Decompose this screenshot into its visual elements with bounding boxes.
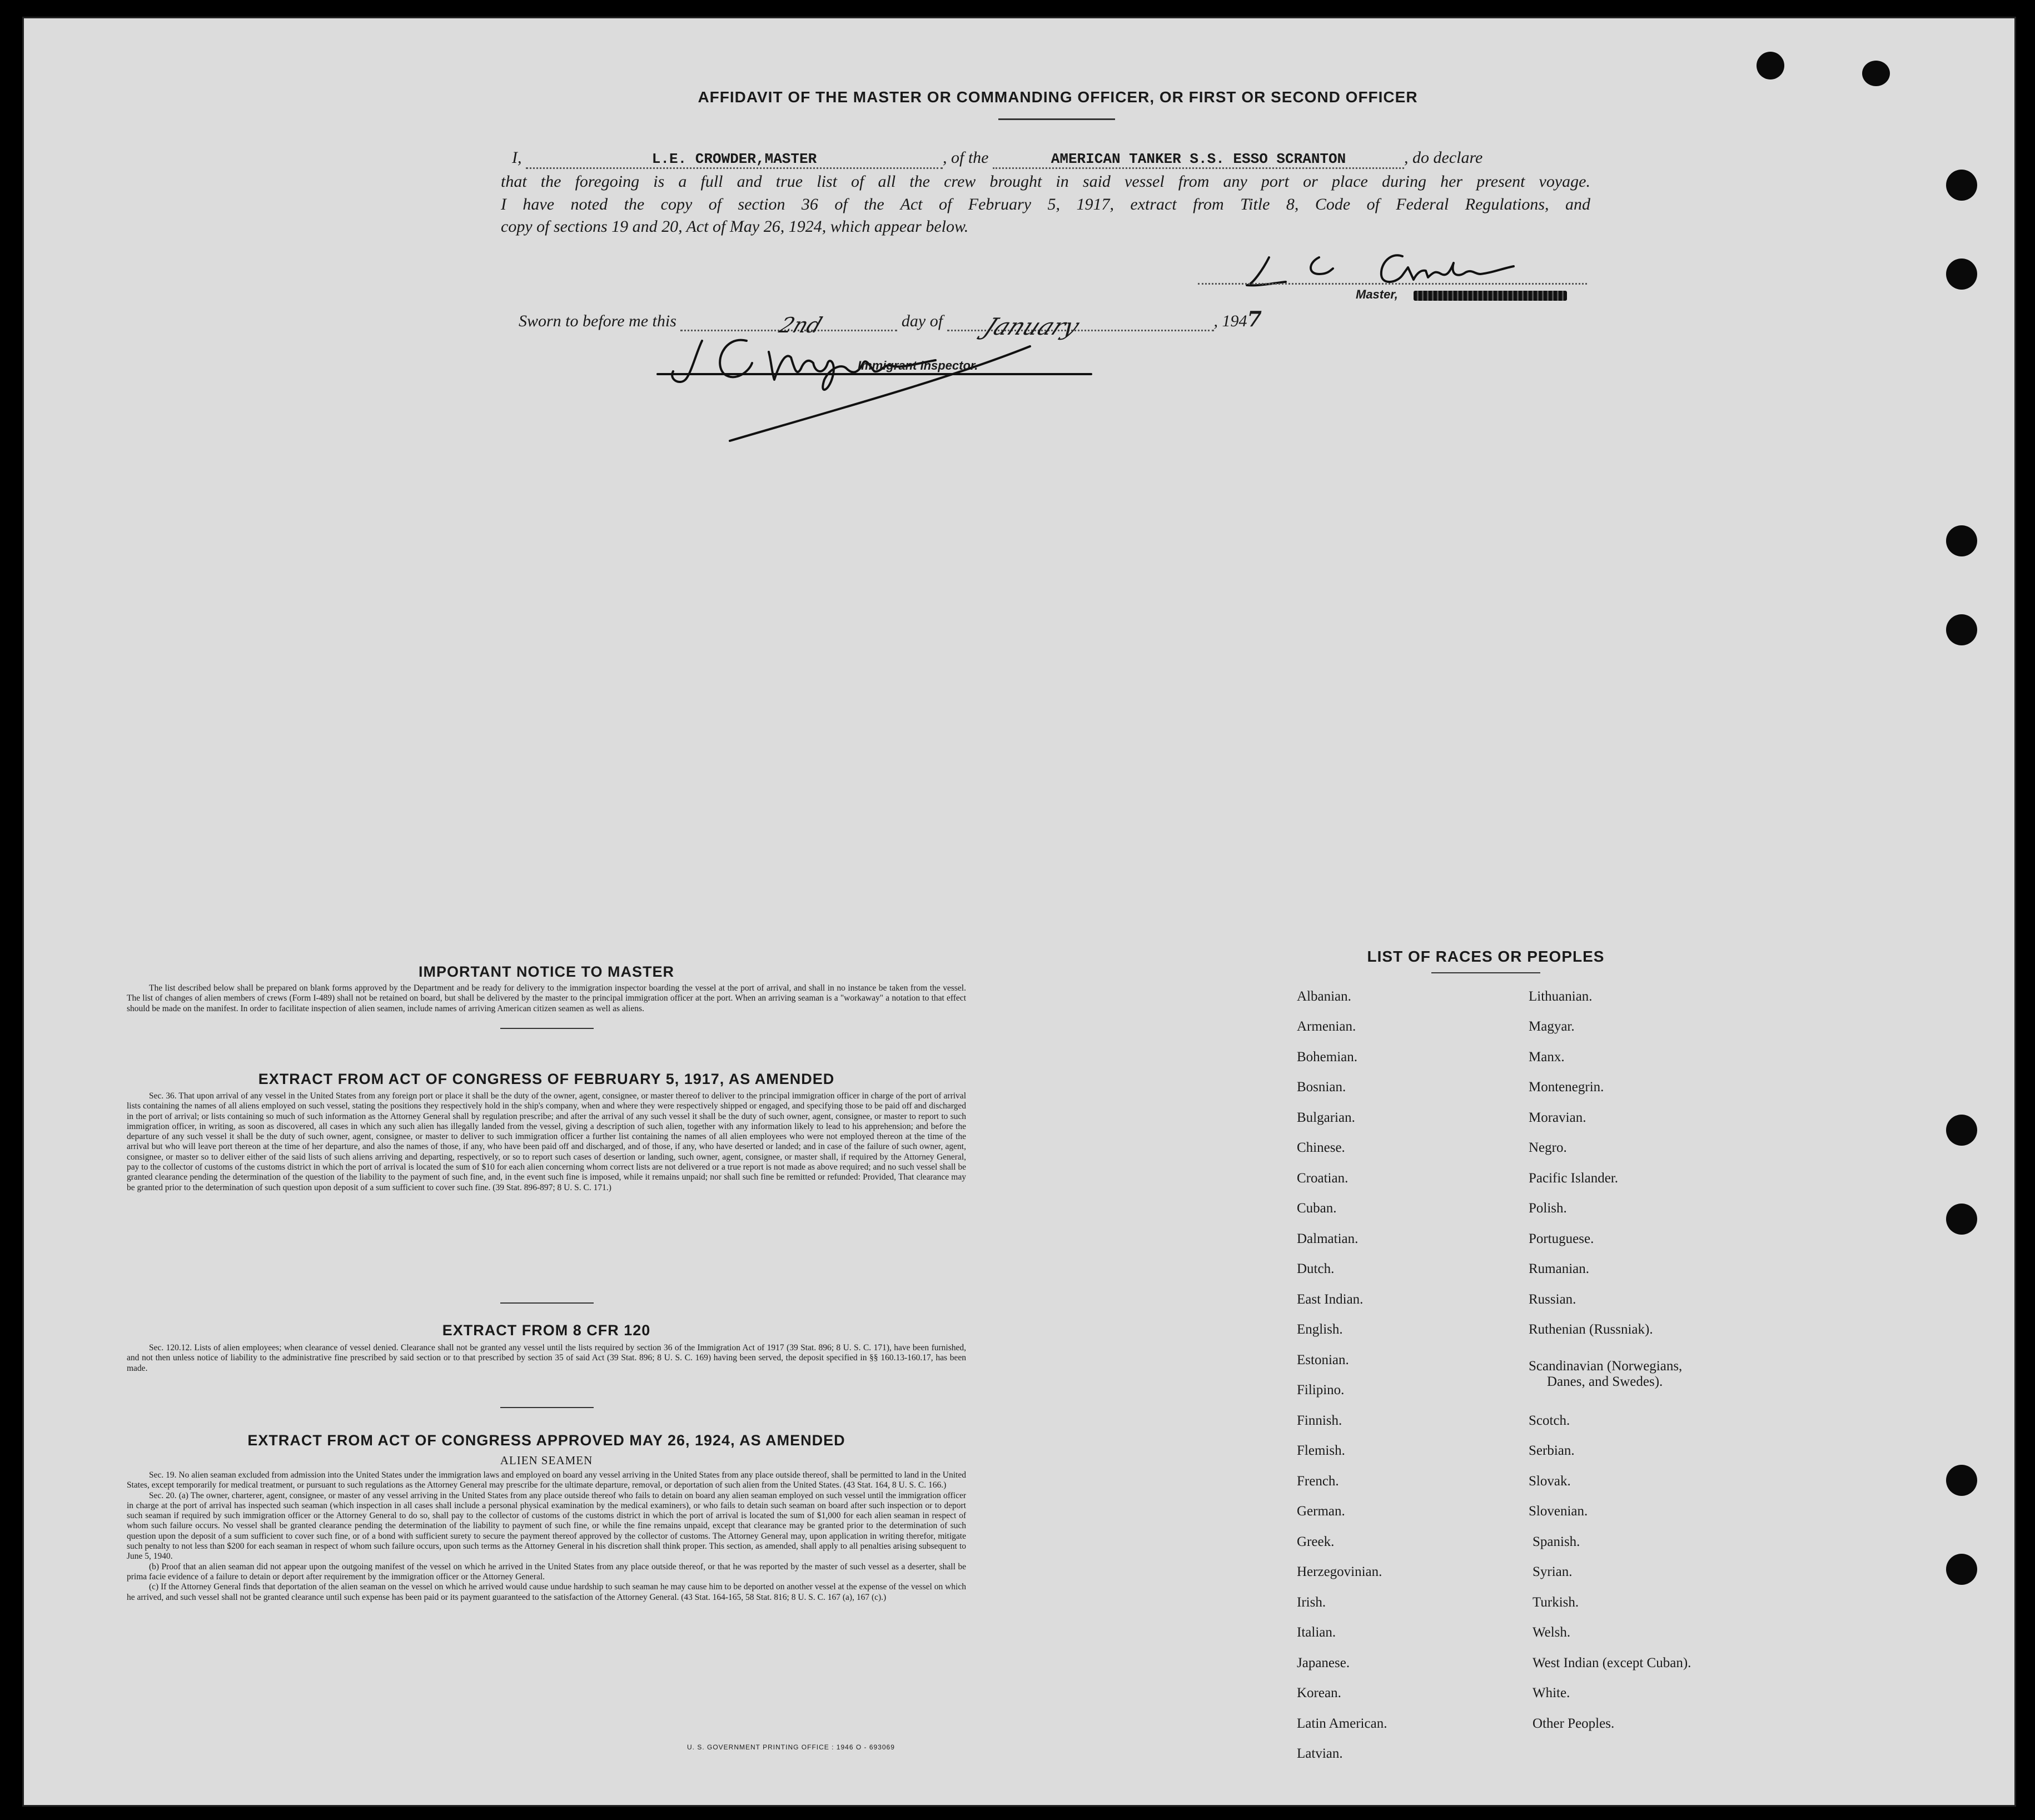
- binder-hole: [1946, 1554, 1977, 1585]
- race-item: Russian.: [1529, 1292, 1576, 1307]
- extract-1924-text: [127, 1470, 966, 1603]
- binder-hole: [1946, 1115, 1977, 1146]
- declarant-name-field: [526, 148, 943, 169]
- race-item: East Indian.: [1297, 1292, 1364, 1307]
- race-item: English.: [1297, 1322, 1343, 1337]
- race-item: Slovenian.: [1529, 1504, 1588, 1519]
- notice-title: IMPORTANT NOTICE TO MASTER: [419, 963, 674, 980]
- sworn-prefix: Sworn to before me this: [519, 312, 676, 330]
- declaration-line-4: copy of sections 19 and 20, Act of May 26, 1924, which appear below.: [501, 217, 969, 236]
- section-120-12-paragraph: Sec. 120.12. Lists of alien employees; when clearance of vessel denied. Clearance shall not be granted any vessel until the lists required by section 36 of the Immigration Act of 1917 (39 Stat. 896; 8 U. S. C. 171), have been furnished, and not then unless notice of liability to the administrative fine prescribed by said section or to that prescribed by section 35 of said Act (39 Stat. 896; 8 U. S. C. 169) having been served, the deposit specified in §§ 160.13-160.17, has been made.: [127, 1343, 966, 1373]
- binder-hole: [1862, 61, 1890, 86]
- binder-hole: [1946, 525, 1977, 556]
- declaration-line-3: I have noted the copy of section 36 of the Act of February 5, 1917, extract from Title 8, Code of Federal Regulations, and: [501, 195, 1590, 213]
- race-item: Latin American.: [1297, 1716, 1387, 1731]
- document-sheet: [22, 17, 2016, 1807]
- race-item: Irish.: [1297, 1595, 1326, 1610]
- race-item: French.: [1297, 1474, 1339, 1489]
- day-of-text: day of: [901, 312, 943, 330]
- race-item: Herzegovinian.: [1297, 1564, 1382, 1579]
- race-item: Albanian.: [1297, 989, 1351, 1004]
- race-item: Slovak.: [1529, 1474, 1571, 1489]
- sworn-day-handwriting: 2nd: [776, 313, 826, 337]
- race-item: Latvian.: [1297, 1746, 1343, 1761]
- binder-hole: [1946, 1465, 1977, 1496]
- race-item: Pacific Islander.: [1529, 1171, 1619, 1186]
- year-digit-handwriting: 7: [1247, 306, 1262, 331]
- race-item: Polish.: [1529, 1201, 1567, 1216]
- race-item: Finnish.: [1297, 1413, 1342, 1428]
- section-divider: [500, 1028, 594, 1029]
- race-item: Scotch.: [1529, 1413, 1570, 1428]
- race-item: Magyar.: [1529, 1019, 1575, 1034]
- do-declare-text: , do declare: [1404, 148, 1483, 167]
- race-item: Portuguese.: [1529, 1231, 1594, 1246]
- race-item: Japanese.: [1297, 1655, 1350, 1670]
- section-divider: [500, 1407, 594, 1408]
- race-item: Manx.: [1529, 1050, 1565, 1065]
- race-item: White.: [1533, 1685, 1570, 1700]
- race-item: Italian.: [1297, 1625, 1336, 1640]
- extract-1924-title: EXTRACT FROM ACT OF CONGRESS APPROVED MAY 26, 1924, AS AMENDED: [247, 1432, 845, 1449]
- master-signature-line: [1198, 283, 1587, 285]
- inspector-label: Immigrant Inspector.: [858, 359, 978, 372]
- race-item: Ruthenian (Russniak).: [1529, 1322, 1653, 1337]
- race-item: Korean.: [1297, 1685, 1341, 1700]
- struck-officer-title: [1414, 291, 1567, 301]
- race-item: Danes, and Swedes).: [1547, 1374, 1663, 1389]
- race-item: Dutch.: [1297, 1261, 1335, 1276]
- race-item: Dalmatian.: [1297, 1231, 1359, 1246]
- race-item: Estonian.: [1297, 1352, 1349, 1368]
- races-title-underline: [1431, 972, 1540, 973]
- inspector-signature: [658, 330, 1047, 441]
- race-item: Turkish.: [1533, 1595, 1579, 1610]
- declaration-line-1: [512, 148, 1590, 169]
- affidavit-title: AFFIDAVIT OF THE MASTER OR COMMANDING OFFICER, OR FIRST OR SECOND OFFICER: [698, 88, 1418, 106]
- race-item: Spanish.: [1533, 1534, 1580, 1549]
- race-item: Bosnian.: [1297, 1080, 1346, 1095]
- race-item: Montenegrin.: [1529, 1080, 1604, 1095]
- race-item: Filipino.: [1297, 1383, 1345, 1398]
- binder-hole: [1946, 258, 1977, 290]
- sworn-line: [519, 306, 1262, 340]
- races-title: LIST OF RACES OR PEOPLES: [1367, 948, 1605, 965]
- race-item: German.: [1297, 1504, 1345, 1519]
- race-item: Greek.: [1297, 1534, 1335, 1549]
- race-item: Other Peoples.: [1533, 1716, 1615, 1731]
- of-the-text: , of the: [943, 148, 989, 167]
- cfr-text: [127, 1343, 966, 1374]
- race-item: Scandinavian (Norwegians,: [1529, 1359, 1683, 1374]
- cfr-title: EXTRACT FROM 8 CFR 120: [442, 1322, 651, 1339]
- race-item: Syrian.: [1533, 1564, 1573, 1579]
- declarant-name: L.E. CROWDER,MASTER: [651, 151, 817, 167]
- race-item: Rumanian.: [1529, 1261, 1590, 1276]
- race-item: Flemish.: [1297, 1443, 1345, 1458]
- title-underline: [998, 118, 1115, 120]
- race-item: West Indian (except Cuban).: [1533, 1655, 1691, 1670]
- vessel-name-field: [993, 148, 1404, 169]
- declaration-prefix: I,: [512, 148, 522, 167]
- year-prefix: , 194: [1213, 312, 1247, 330]
- binder-hole: [1757, 52, 1784, 79]
- binder-hole: [1946, 614, 1977, 645]
- race-item: Serbian.: [1529, 1443, 1575, 1458]
- extract-1917-text: [127, 1091, 966, 1193]
- section-20a-paragraph: Sec. 20. (a) The owner, charterer, agent, consignee, or master of any vessel arriving in the United States from any place outside thereof who fails to detain on board any alien seaman employed on such vessel until the immigration officer in charge at the port of arrival has inspected such seaman (which inspection in all cases shall include a personal physical examination by the medical examiners), or who fails to detain such seaman on board after such inspection or to deport such seaman if required by such immigration officer or the Attorney General to do so, shall pay to the collector of customs of the customs district in which the port of arrival is located the sum of $1,000 for each alien seaman in respect of whom such failure occurs. No vessel shall be granted clearance pending the determination of the liability to payment of such fine, or while the fine remains unpaid, except that clearance may be granted prior to the determination of such question upon the deposit of a sum sufficient to cover such fine, or of a bond with sufficient surety to secure the payment thereof approved by the collector of customs. The Attorney General may, upon application in writing therefor, mitigate such penalty to not less than $200 for each seaman in respect of whom such failure occurs, upon such terms as the Attorney General in his discretion shall think proper. This section, as amended, shall apply to all penalties arising subsequent to June 5, 1940.: [127, 1490, 966, 1562]
- race-item: Armenian.: [1297, 1019, 1356, 1034]
- race-item: Lithuanian.: [1529, 989, 1593, 1004]
- binder-hole: [1946, 1204, 1977, 1235]
- race-item: Croatian.: [1297, 1171, 1349, 1186]
- extract-1917-title: EXTRACT FROM ACT OF CONGRESS OF FEBRUARY 5, 1917, AS AMENDED: [258, 1071, 835, 1087]
- section-19-paragraph: Sec. 19. No alien seaman excluded from admission into the United States under the immigration laws and employed on board any vessel arriving in the United States from any place outside thereof, shall be permitted to land in the United States, except temporarily for medical treatment, or pursuant to such regulations as the Attorney General may prescribe for the ultimate departure, removal, or deportation of such alien from the United States. (43 Stat. 164, 8 U. S. C. 166.): [127, 1470, 966, 1490]
- race-item: Cuban.: [1297, 1201, 1337, 1216]
- section-20b-paragraph: (b) Proof that an alien seaman did not appear upon the outgoing manifest of the vessel on which he arrived in the United States from any place outside thereof, or that he was reported by the master of such vessel as a deserter, shall be prima facie evidence of a failure to detain or deport after requirement by the immigration officer or the Attorney General.: [127, 1562, 966, 1582]
- section-20c-paragraph: (c) If the Attorney General finds that deportation of the alien seaman on the vessel on which he arrived would cause undue hardship to such seaman he may cause him to be deported on another vessel at the expense of the vessel on which he arrived, and such vessel shall not be granted clearance until such expense has been paid or its payment guaranteed to the satisfaction of the Attorney General. (43 Stat. 164-165, 58 Stat. 816; 8 U. S. C. 167 (a), 167 (c).): [127, 1582, 966, 1602]
- printing-office-imprint: U. S. GOVERNMENT PRINTING OFFICE : 1946 O - 693069: [687, 1743, 895, 1751]
- race-item: Negro.: [1529, 1140, 1567, 1155]
- vessel-name: AMERICAN TANKER S.S. ESSO SCRANTON: [1051, 151, 1346, 167]
- alien-seamen-subtitle: ALIEN SEAMEN: [500, 1454, 593, 1467]
- notice-paragraph: The list described below shall be prepared on blank forms approved by the Department and be ready for delivery to the immigration inspector boarding the vessel at the port of arrival, and shall in no instance be taken from the vessel. The list of changes of alien members of crews (Form I-489) shall not be retained on board, but shall be delivered by the master to the principal immigration officer at the port. When an arriving seaman is a "workaway" a notation to that effect should be made on the manifest. In order to facilitate inspection of alien seamen, include names of arriving American citizen seamen as well as aliens.: [127, 983, 966, 1013]
- declaration-line-2: that the foregoing is a full and true list of all the crew brought in said vessel from any port or place during her present voyage.: [501, 172, 1590, 191]
- master-title: Master,: [1356, 287, 1398, 301]
- race-item: Bulgarian.: [1297, 1110, 1355, 1125]
- section-36-paragraph: Sec. 36. That upon arrival of any vessel in the United States from any foreign port or place it shall be the duty of the owner, agent, consignee, or master thereof to deliver to the principal immigration officer in charge of the port of arrival lists containing the names of all aliens employed on such vessel, stating the positions they respectively hold in the ship's company, when and where they were respectively shipped or engaged, and specifying those to be paid off and discharged in the port of arrival; or lists containing so much of such information as the Attorney General shall by regulation prescribe; and after the arrival of any such vessel it shall be the duty of such owner, agent, consignee, or master to report to such immigration officer, in writing, as soon as discovered, all cases in which any such alien has illegally landed from the vessel, giving a description of such alien, together with any information likely to lead to his apprehension; and before the departure of any such vessel it shall be the duty of such owner, agent, consignee, or master to deliver to such immigration officer a further list containing the names of all alien employees who were not employed thereon at the time of the arrival but who will leave port thereon at the time of her departure, and also the names of those, if any, who have been paid off and discharged, and of those, if any, who have deserted or landed; and in case of the failure of such owner, agent, consignee, or master so to deliver either of the said lists of such aliens arriving and departing, respectively, or so to report such cases of desertion or landing, such owner, agent, consignee, or master shall, if required by the Attorney General, pay to the collector of customs of the customs district in which the port of arrival is located the sum of $10 for each alien concerning whom correct lists are not delivered or a true report is not made as above required; and no such vessel shall be granted clearance pending the determination of the question of the liability to the payment of such fine, and, in the event such fine is imposed, while it remains unpaid; nor shall such fine be remitted or refunded: Provided, That clearance may be granted prior to the determination of such question upon deposit of a sum sufficient to cover such fine. (39 Stat. 896-897; 8 U. S. C. 171.): [127, 1091, 966, 1192]
- race-item: Chinese.: [1297, 1140, 1345, 1155]
- sworn-day-field: [680, 313, 897, 337]
- sworn-month-field: [947, 313, 1214, 340]
- binder-hole: [1946, 170, 1977, 201]
- race-item: Moravian.: [1529, 1110, 1586, 1125]
- notice-text: [127, 983, 966, 1014]
- race-item: Welsh.: [1533, 1625, 1571, 1640]
- section-divider: [500, 1302, 594, 1304]
- sworn-month-handwriting: January: [979, 313, 1084, 340]
- race-item: Bohemian.: [1297, 1050, 1358, 1065]
